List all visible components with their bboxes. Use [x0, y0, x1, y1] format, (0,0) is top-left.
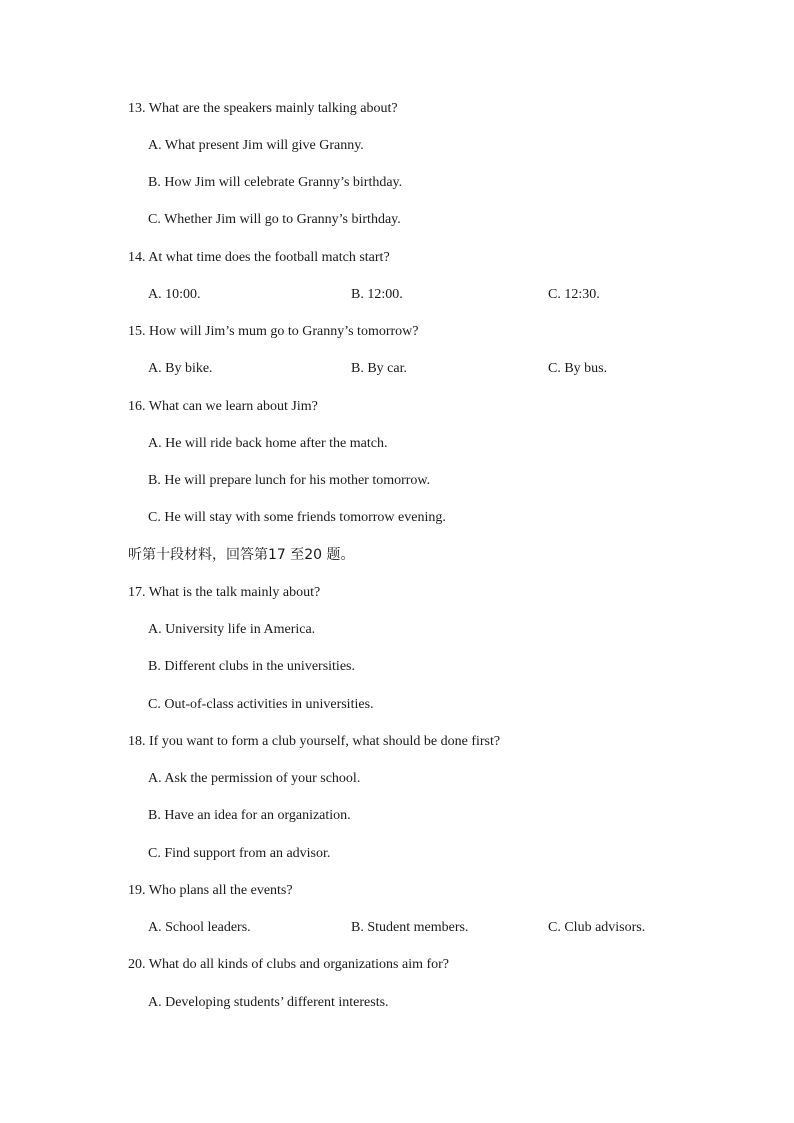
question-15-stem: 15. How will Jim’s mum go to Granny’s tomorrow?	[128, 324, 419, 339]
question-20-stem: 20. What do all kinds of clubs and organizations aim for?	[128, 957, 450, 972]
question-13-option-a: A. What present Jim will give Granny.	[148, 138, 364, 153]
question-16-option-c: C. He will stay with some friends tomorrow evening.	[148, 510, 446, 525]
question-14-option-a: A. 10:00.	[148, 287, 201, 302]
question-19-option-b: B. Student members.	[351, 920, 469, 935]
question-15-option-a: A. By bike.	[148, 361, 213, 376]
question-17-option-b: B. Different clubs in the universities.	[148, 659, 355, 674]
question-14-option-b: B. 12:00.	[351, 287, 403, 302]
question-17-option-c: C. Out-of-class activities in universities.	[148, 697, 374, 712]
question-14-option-c: C. 12:30.	[548, 287, 600, 302]
question-18-option-a: A. Ask the permission of your school.	[148, 771, 361, 786]
question-13-option-c: C. Whether Jim will go to Granny’s birthday.	[148, 212, 401, 227]
question-13-option-b: B. How Jim will celebrate Granny’s birthday.	[148, 175, 403, 190]
question-14-stem: 14. At what time does the football match start?	[128, 250, 390, 265]
question-15-option-b: B. By car.	[351, 361, 407, 376]
question-19-option-a: A. School leaders.	[148, 920, 251, 935]
question-18-stem: 18. If you want to form a club yourself, what should be done first?	[128, 734, 501, 749]
question-18-option-c: C. Find support from an advisor.	[148, 846, 331, 861]
question-15-option-c: C. By bus.	[548, 361, 608, 376]
question-17-option-a: A. University life in America.	[148, 622, 316, 637]
question-13-stem: 13. What are the speakers mainly talking about?	[128, 101, 398, 116]
question-16-stem: 16. What can we learn about Jim?	[128, 399, 318, 414]
section-instruction: 听第十段材料，回答第17 至20 题。	[128, 547, 355, 563]
question-17-stem: 17. What is the talk mainly about?	[128, 585, 321, 600]
question-20-option-a: A. Developing students’ different interests.	[148, 995, 389, 1010]
question-16-option-b: B. He will prepare lunch for his mother tomorrow.	[148, 473, 431, 488]
question-19-option-c: C. Club advisors.	[548, 920, 646, 935]
question-19-stem: 19. Who plans all the events?	[128, 883, 293, 898]
question-16-option-a: A. He will ride back home after the match.	[148, 436, 388, 451]
question-18-option-b: B. Have an idea for an organization.	[148, 808, 351, 823]
